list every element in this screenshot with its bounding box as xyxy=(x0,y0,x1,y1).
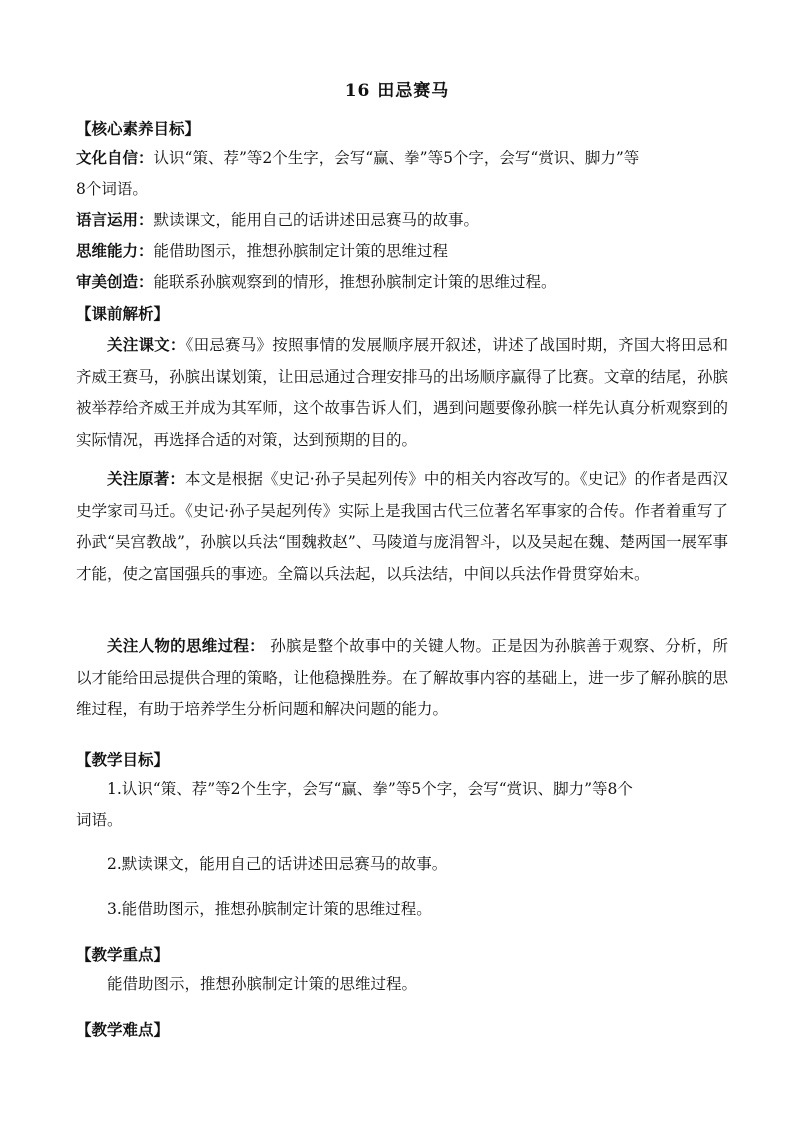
thinking-label: 思维能力： xyxy=(76,241,154,260)
core-language-line xyxy=(76,210,736,230)
section-heading-core-goals: 【核心素养目标】 xyxy=(76,119,201,138)
section-heading-teaching-goals: 【教学目标】 xyxy=(76,750,170,769)
language-text: 默读课文，能用自己的话讲述田忌赛马的故事。 xyxy=(153,211,480,229)
core-aesthetic-line xyxy=(76,272,736,292)
culture-label: 文化自信： xyxy=(76,148,154,167)
core-thinking-line xyxy=(76,241,736,261)
goal-1-line: 1.认识“策、荐”等2个生字，会写“赢、拳”等5个字，会写“赏识、脚力”等8个 xyxy=(107,780,633,798)
goal-1-line-2: 词语。 xyxy=(76,811,123,829)
analysis-source-paragraph xyxy=(76,463,728,590)
aesthetic-text: 能联系孙膑观察到的情形，推想孙膑制定计策的思维过程。 xyxy=(153,273,557,291)
analysis-text-paragraph xyxy=(76,329,728,456)
analysis-text-body: 《田忌赛马》按照事情的发展顺序展开叙述，讲述了战国时期，齐国大将田忌和齐威王赛马，孙膑出谋划策，让田忌通过合理安排马的出场顺序赢得了比赛。文章的结尾，孙膑被举荐给齐威王并成为其军师，这个故事告诉人们，遇到问题要像孙膑一样先认真分析观察到的实际情况，再选择合适的对策，达到预期的目的。 xyxy=(76,336,728,449)
page-title: 16 田忌赛马 xyxy=(344,81,450,101)
analysis-character-body: 孙膑是整个故事中的关键人物。正是因为孙膑善于观察、分析，所以才能给田忌提供合理的策略，让他稳操胜券。在了解故事内容的基础上，进一步了解孙膑的思维过程，有助于培养学生分析问题和解决问题的能力。 xyxy=(76,637,728,718)
analysis-source-body: 本文是根据《史记·孙子吴起列传》中的相关内容改写的。《史记》的作者是西汉史学家司马迁。《史记·孙子吴起列传》实际上是我国古代三位著名军事家的合传。作者着重写了孙武“吴宫教战”，孙膑以兵法“围魏救赵”、马陵道与庞涓智斗，以及吴起在魏、楚两国一展军事才能，使之富国强兵的事迹。全篇以兵法起，以兵法结，中间以兵法作骨贯穿始末。 xyxy=(76,470,728,583)
goal-2-line: 2.默读课文，能用自己的话讲述田忌赛马的故事。 xyxy=(107,855,448,873)
teaching-key-text: 能借助图示，推想孙膑制定计策的思维过程。 xyxy=(107,975,418,993)
analysis-text-label: 关注课文： xyxy=(107,335,186,354)
core-culture-line xyxy=(76,148,736,168)
analysis-source-label: 关注原著： xyxy=(107,469,185,488)
section-heading-teaching-difficulty: 【教学难点】 xyxy=(76,1020,170,1039)
language-label: 语言运用： xyxy=(76,210,154,229)
analysis-character-paragraph xyxy=(76,630,728,726)
culture-text: 认识“策、荐”等2个生字，会写“赢、拳”等5个字，会写“赏识、脚力”等 xyxy=(153,149,640,167)
analysis-character-label: 关注人物的思维过程： xyxy=(107,636,265,655)
thinking-text: 能借助图示，推想孙膑制定计策的思维过程 xyxy=(153,242,449,260)
section-heading-teaching-key: 【教学重点】 xyxy=(76,945,170,964)
section-heading-pre-analysis: 【课前解析】 xyxy=(76,304,170,323)
goal-3-line: 3.能借助图示，推想孙膑制定计策的思维过程。 xyxy=(107,900,432,918)
aesthetic-label: 审美创造： xyxy=(76,272,154,291)
core-culture-line-2: 8个词语。 xyxy=(76,180,148,198)
